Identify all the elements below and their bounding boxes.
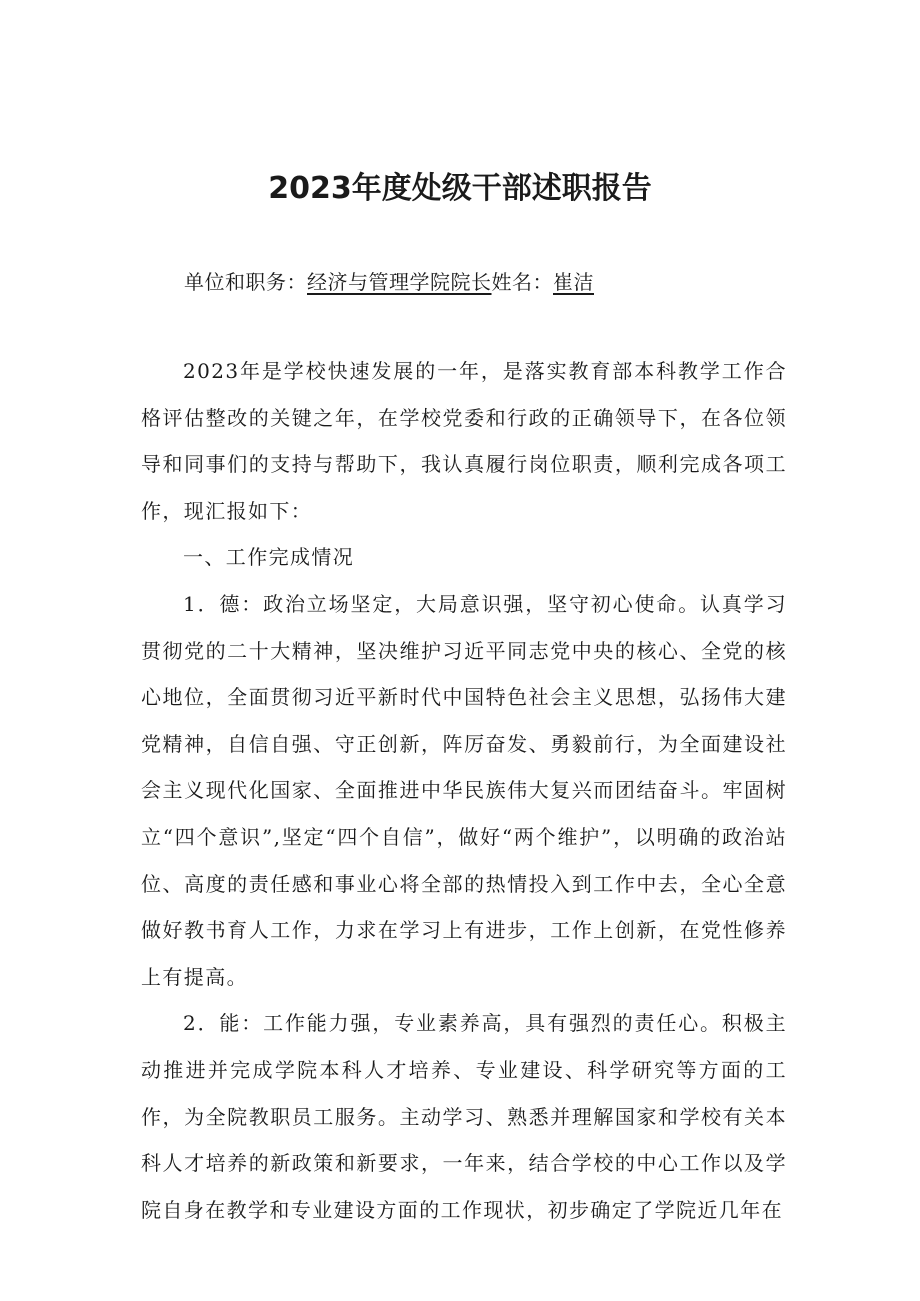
unit-value: 经济与管理学院院长 xyxy=(307,270,492,294)
name-label: 姓名： xyxy=(491,270,553,294)
author-info-line xyxy=(184,266,594,298)
paragraph-virtue: 1．德：政治立场坚定，大局意识强，坚守初心使命。认真学习贯彻党的二十大精神，坚决维护习近平同志党中央的核心、全党的核心地位，全面贯彻习近平新时代中国特色社会主义思想，弘扬伟大建党精神，自信自强、守正创新，阵厉奋发、勇毅前行，为全面建设社会主义现代化国家、全面推进中华民族伟大复兴而团结奋斗。牢固树立“四个意识”,坚定“四个自信”，做好“两个维护”，以明确的政治站位、高度的责任感和事业心将全部的热情投入到工作中去，全心全意做好教书育人工作，力求在学习上有进步，工作上创新，在党性修养上有提高。 xyxy=(141,591,787,989)
document-title: 2023年度处级干部述职报告 xyxy=(268,171,652,206)
section-heading: 一、工作完成情况 xyxy=(183,545,355,570)
paragraph-intro: 2023年是学校快速发展的一年，是落实教育部本科教学工作合格评估整改的关键之年，在学校党委和行政的正确领导下，在各位领导和同事们的支持与帮助下，我认真履行岗位职责，顺利完成各项工作，现汇报如下： xyxy=(141,359,787,523)
paragraph-ability: 2．能：工作能力强，专业素养高，具有强烈的责任心。积极主动推进并完成学院本科人才培养、专业建设、科学研究等方面的工作，为全院教职员工服务。主动学习、熟悉并理解国家和学校有关本科人才培养的新政策和新要求，一年来，结合学校的中心工作以及学院自身在教学和专业建设方面的工作现状，初步确定了学院近几年在 xyxy=(141,1011,787,1222)
report-body xyxy=(141,348,787,1233)
unit-label: 单位和职务： xyxy=(184,270,307,294)
name-value: 崔洁 xyxy=(553,270,594,294)
